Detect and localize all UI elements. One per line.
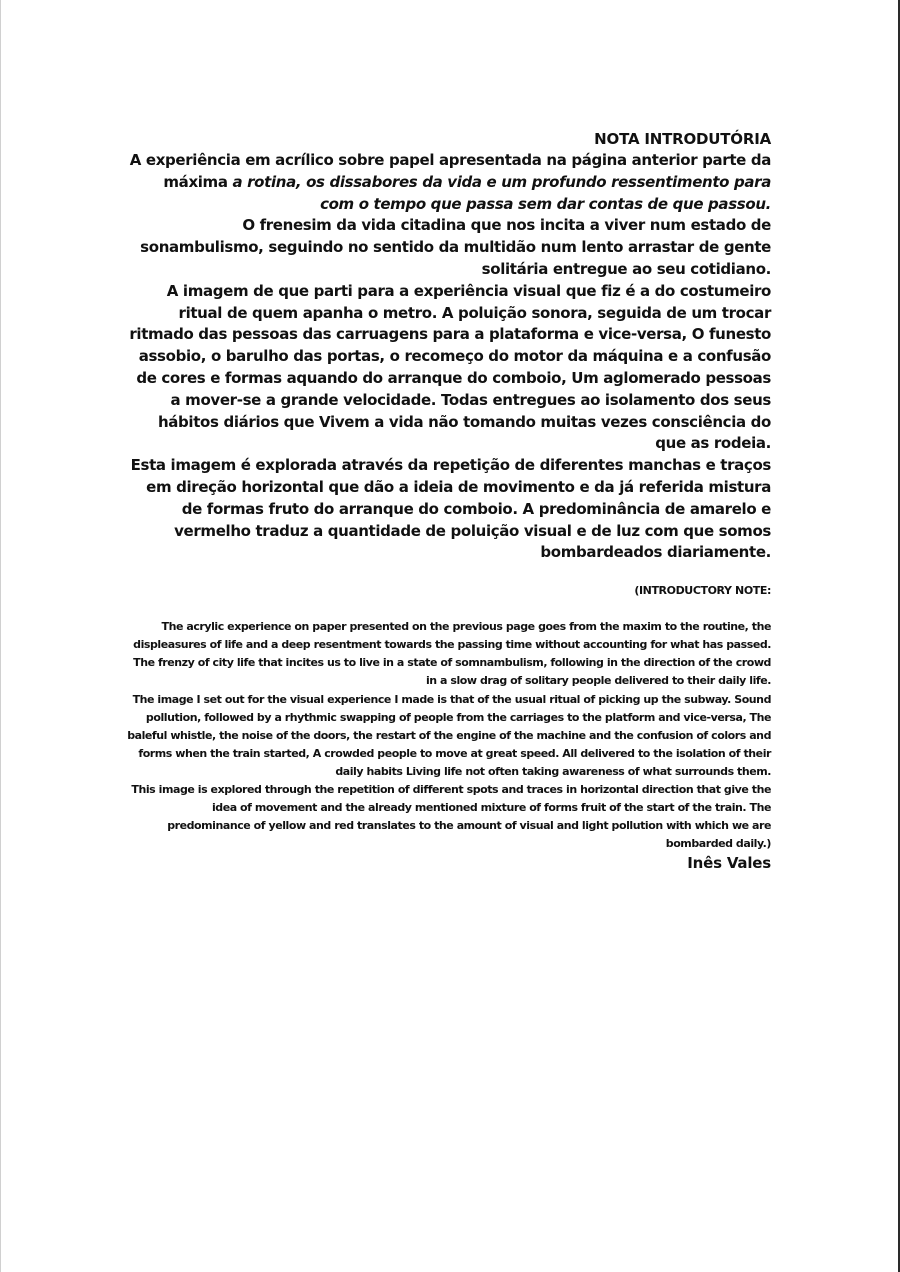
pt-paragraph-4: Esta imagem é explorada através da repetição de diferentes manchas e traços em direção horizontal que dão a ideia de movimento e da já referida mistura de formas fruto do arranque do comboio. A predominância de amarelo e vermelho traduz a quantidade de poluição visual e de luz com que somos bombardeados diariamente. xyxy=(130,456,771,562)
pt-paragraph-2: O frenesim da vida citadina que nos incita a viver num estado de sonambulismo, seguindo no sentido da multidão num lento arrastar de gente solitária entregue ao seu cotidiano. xyxy=(140,216,771,278)
page-edge-left xyxy=(0,0,1,1272)
pt-paragraph-1-italic: a rotina, os dissabores da vida e um profundo ressentimento para com o tempo que passa sem dar contas de que passou. xyxy=(232,172,771,213)
pt-paragraph-1-text: A experiência em acrílico sobre papel apresentada na página anterior parte da máxima xyxy=(129,151,771,191)
en-paragraph-3: The image I set out for the visual experience I made is that of the usual ritual of picking up the subway. Sound pollution, followed by a rhythmic swapping of people from the carriages to the platform and vice-versa, The baleful whistle, the noise of the doors, the restart of the engine of the machine and the confusion of colors and forms when the train started, A crowded people to move at great speed. All delivered to the isolation of their daily habits Living life not often taking awareness of what surrounds them. xyxy=(127,692,771,778)
pt-paragraph-3: A imagem de que parti para a experiência visual que fiz é a do costumeiro ritual de quem apanha o metro. A poluição sonora, seguida de um trocar ritmado das pessoas das carruagens para a plataforma e vice-versa, O funesto assobio, o barulho das portas, o recomeço do motor da máquina e a confusão de cores e formas aquando do arranque do comboio, Um aglomerado pessoas a mover-se a grande velocidade. Todas entregues ao isolamento dos seus hábitos diários que Vivem a vida não tomando muitas vezes consciência do que as rodeia. xyxy=(129,281,771,453)
en-paragraph-4: This image is explored through the repetition of different spots and traces in horizontal direction that give the idea of movement and the already mentioned mixture of forms fruit of the start of the train. The predominance of yellow and red translates to the amount of visual and light pollution with which we are bombarded daily.) xyxy=(131,782,771,851)
en-paragraph-1: The acrylic experience on paper presented on the previous page goes from the maxim to the routine, the displeasures of life and a deep resentment towards the passing time without accounting for what has passed. xyxy=(133,620,771,652)
translation-title: (INTRODUCTORY NOTE: xyxy=(634,584,771,598)
document-body xyxy=(126,128,771,873)
en-paragraph-2: The frenzy of city life that incites us to live in a state of somnambulism, following in the direction of the crowd in a slow drag of solitary people delivered to their daily life. xyxy=(133,656,771,688)
author-name: Inês Vales xyxy=(687,854,771,873)
translation-body xyxy=(126,618,771,853)
pt-paragraph-1 xyxy=(126,150,771,215)
note-title: NOTA INTRODUTÓRIA xyxy=(594,130,771,148)
